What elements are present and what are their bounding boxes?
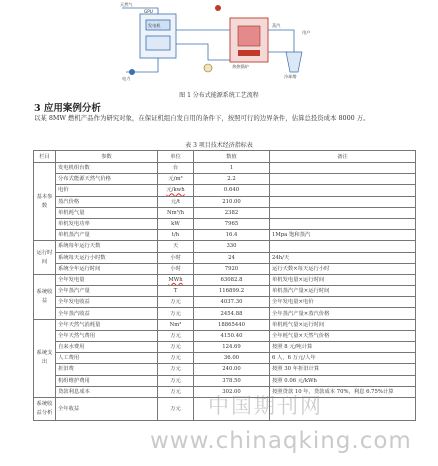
note-cell <box>270 174 416 185</box>
param-cell: 分布式能源天然气价格 <box>56 174 158 185</box>
header-cell: 栏目 <box>34 151 56 163</box>
table-row <box>34 207 416 218</box>
label-gpu: GPU <box>144 9 153 14</box>
figure-caption: 图 1 分布式能源系统工艺流程 <box>179 92 259 99</box>
unit-cell: 万元 <box>158 342 194 353</box>
table-header-row <box>34 151 416 163</box>
unit-cell: MWh <box>158 274 194 285</box>
param-cell: 机组维护费用 <box>56 375 158 386</box>
value-cell: 18865440 <box>194 319 270 330</box>
value-cell: 302.00 <box>194 386 270 397</box>
note-cell <box>270 163 416 174</box>
category-cell: 系统收益 <box>34 274 56 319</box>
value-cell: 378.50 <box>194 375 270 386</box>
label-cooling-tower: 冷却塔 <box>284 74 297 79</box>
section-title: 3 应用案例分析 <box>34 103 101 114</box>
param-cell: 全年收益 <box>56 397 158 420</box>
note-cell: 全年耗气量×天然气价格 <box>270 330 416 341</box>
unit-cell: 万元 <box>158 353 194 364</box>
unit-cell: 元/kwh <box>158 185 194 196</box>
param-cell: 系统每天运行小时数 <box>56 252 158 263</box>
category-cell: 系统支出 <box>34 319 56 397</box>
param-cell: 单机耗气量 <box>56 207 158 218</box>
param-cell: 全年发电收益 <box>56 297 158 308</box>
table-title: 表 3 项目技术经济指标表 <box>185 142 253 149</box>
unit-cell: 万元 <box>158 386 194 397</box>
note-cell: 按照 30 年折旧计算 <box>270 364 416 375</box>
unit-cell: 万元 <box>158 397 194 420</box>
note-cell: 按照 0.06 元/kWh <box>270 375 416 386</box>
param-cell: 电价 <box>56 185 158 196</box>
note-cell: 运行天数×每天运行小时 <box>270 263 416 274</box>
unit-cell: 元/t <box>158 196 194 207</box>
param-cell: 全年天然气费用 <box>56 330 158 341</box>
note-cell: 全年发电量×电价 <box>270 297 416 308</box>
label-power: 电力 <box>122 76 131 81</box>
unit-cell: 小时 <box>158 252 194 263</box>
table-row <box>34 375 416 386</box>
category-cell: 基本参数 <box>34 163 56 241</box>
label-natural-gas: 天然气 <box>120 2 133 7</box>
value-cell: 330 <box>194 241 270 252</box>
table-row <box>34 364 416 375</box>
table-row <box>34 286 416 297</box>
table-row <box>34 163 416 174</box>
value-cell: 240.00 <box>194 364 270 375</box>
note-cell: 24h/天 <box>270 252 416 263</box>
table-row <box>34 252 416 263</box>
table-row <box>34 230 416 241</box>
param-cell: 全年蒸汽收益 <box>56 308 158 319</box>
param-cell: 全年天然气消耗量 <box>56 319 158 330</box>
param-cell: 发电机组台数 <box>56 163 158 174</box>
label-user: 用户 <box>302 30 311 35</box>
table-row <box>34 274 416 285</box>
param-cell: 单机发电功率 <box>56 218 158 229</box>
param-cell: 贷款利息成本 <box>56 386 158 397</box>
value-cell: 7965 <box>194 218 270 229</box>
unit-cell: Nm³ <box>158 319 194 330</box>
header-cell: 单位 <box>158 151 194 163</box>
label-generator: 发电机 <box>148 23 161 28</box>
note-cell <box>270 218 416 229</box>
param-cell: 蒸汽价格 <box>56 196 158 207</box>
table-row <box>34 263 416 274</box>
unit-cell: Nm³/h <box>158 207 194 218</box>
value-cell: 4037.30 <box>194 297 270 308</box>
note-cell: 单机耗气量×运行时间 <box>270 319 416 330</box>
value-cell: 2454.88 <box>194 308 270 319</box>
table-row <box>34 185 416 196</box>
unit-cell: 万元 <box>158 330 194 341</box>
header-cell: 参数 <box>56 151 158 163</box>
note-cell: 1Mpa 饱和蒸汽 <box>270 230 416 241</box>
unit-cell: 万元 <box>158 375 194 386</box>
note-cell <box>270 207 416 218</box>
unit-cell: 天 <box>158 241 194 252</box>
header-cell: 备注 <box>270 151 416 163</box>
param-cell: 折旧费 <box>56 364 158 375</box>
value-cell: 36.00 <box>194 353 270 364</box>
param-cell: 人工费用 <box>56 353 158 364</box>
power-output-icon <box>129 69 135 75</box>
param-cell: 全年蒸汽产量 <box>56 286 158 297</box>
label-steam: 蒸汽 <box>272 23 281 28</box>
value-cell: 2382 <box>194 207 270 218</box>
value-cell: 210.00 <box>194 196 270 207</box>
table-row <box>34 308 416 319</box>
note-cell: 全年蒸汽产量×蒸汽价格 <box>270 308 416 319</box>
note-cell: 单机发电量×运行时间 <box>270 274 416 285</box>
param-cell: 系统每年运行天数 <box>56 241 158 252</box>
table-row <box>34 353 416 364</box>
unit-cell: 万元 <box>158 308 194 319</box>
table-row <box>34 319 416 330</box>
table-row <box>34 297 416 308</box>
pump-icon <box>204 64 212 72</box>
economic-indicator-table <box>33 150 416 421</box>
value-cell: 7920 <box>194 263 270 274</box>
param-cell: 全年发电量 <box>56 274 158 285</box>
note-cell <box>270 185 416 196</box>
note-cell: 6 人，6 万元/人年 <box>270 353 416 364</box>
category-cell: 系统收益分析 <box>34 397 56 420</box>
body-paragraph: 以某 8MW 燃机产品作为研究对象，在保证机组自发自用的条件下，按照可行的边界条件，估算总投资成本 8000 万。 <box>34 114 370 122</box>
watermark-url: www.chinaqking.com <box>150 428 412 454</box>
table-row <box>34 342 416 353</box>
value-cell: 0.640 <box>194 185 270 196</box>
unit-cell: 万元 <box>158 364 194 375</box>
watermark-text: 中国期刊网 <box>208 394 323 418</box>
param-cell: 单机蒸汽产量 <box>56 230 158 241</box>
value-cell: 1 <box>194 163 270 174</box>
header-cell: 数值 <box>194 151 270 163</box>
value-cell: 63082.8 <box>194 274 270 285</box>
unit-cell: 元/m³ <box>158 174 194 185</box>
table-row <box>34 330 416 341</box>
unit-cell: 万元 <box>158 297 194 308</box>
param-cell: 自来水费用 <box>56 342 158 353</box>
value-cell: 16.4 <box>194 230 270 241</box>
process-flow-diagram <box>118 0 318 86</box>
note-cell <box>270 241 416 252</box>
unit-cell: t/h <box>158 230 194 241</box>
valve-icon <box>215 5 221 11</box>
label-boiler: 余热锅炉 <box>232 64 249 69</box>
unit-cell: 小时 <box>158 263 194 274</box>
param-cell: 系统全年运行时间 <box>56 263 158 274</box>
category-cell: 运行时间 <box>34 241 56 275</box>
unit-cell: kW <box>158 218 194 229</box>
note-cell: 按照贷款 10 年，贷款成本 70%，利息 6.75%计算 <box>270 386 416 397</box>
value-cell: 2.2 <box>194 174 270 185</box>
table-row <box>34 218 416 229</box>
value-cell: 4150.40 <box>194 330 270 341</box>
note-cell <box>270 196 416 207</box>
note-cell: 按照 8 元/吨计算 <box>270 342 416 353</box>
unit-cell: T <box>158 286 194 297</box>
note-cell: 单机蒸汽产量×运行时间 <box>270 286 416 297</box>
value-cell: 24 <box>194 252 270 263</box>
value-cell: 116899.2 <box>194 286 270 297</box>
value-cell: 124.69 <box>194 342 270 353</box>
table-row <box>34 241 416 252</box>
table-row <box>34 174 416 185</box>
unit-cell: 台 <box>158 163 194 174</box>
cooling-tower-icon <box>286 52 302 72</box>
table-row <box>34 196 416 207</box>
